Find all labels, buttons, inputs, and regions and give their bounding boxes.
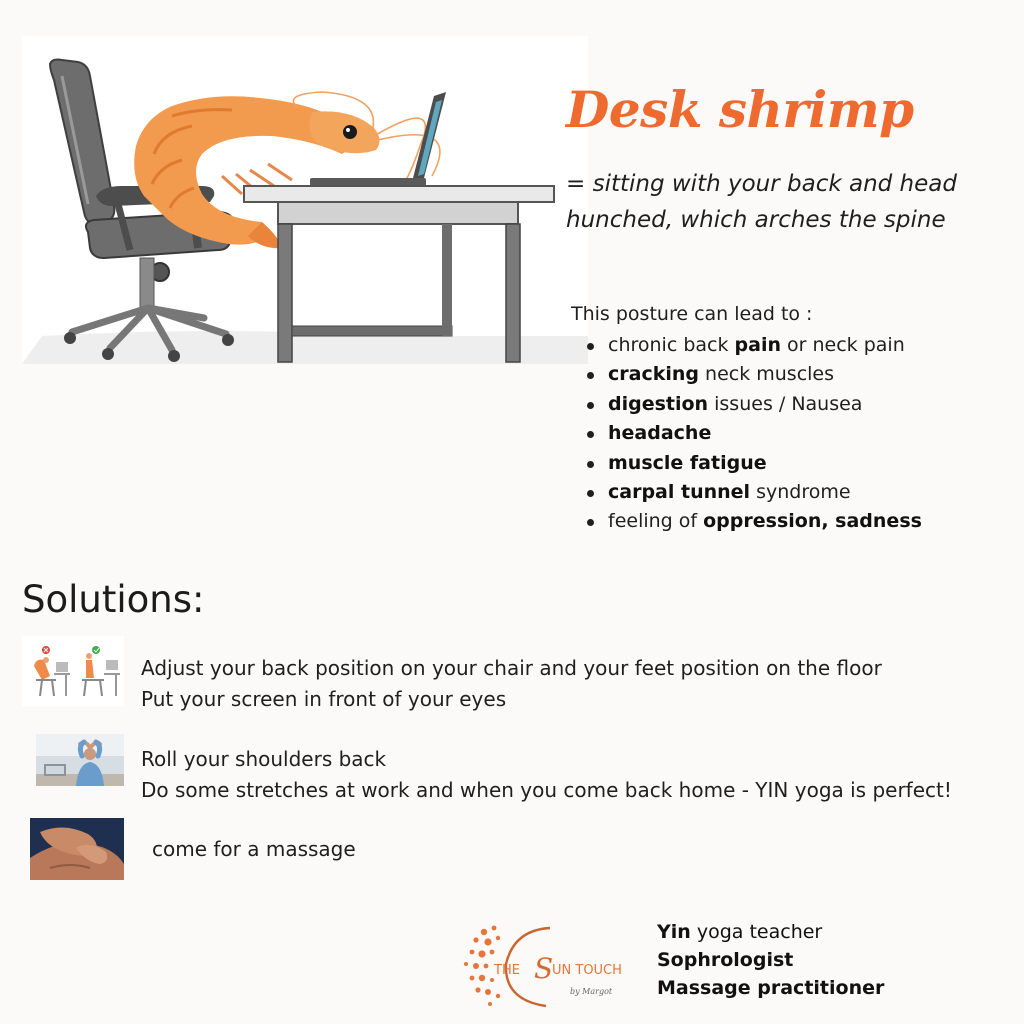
massage-image [30,818,124,880]
logo-by-text: by Margot [570,987,613,996]
page-title: Desk shrimp [566,80,914,139]
posture-intro: This posture can lead to : [571,303,813,325]
solution-item-adjust-posture: Adjust your back position on your chair and your feet position on the floor Put your screen in front of your eyes [141,656,882,711]
list-item: carpal tunnel syndrome [584,478,922,507]
logo-the-text: THE [494,963,520,978]
sun-touch-logo [458,920,654,1010]
definition-text: = sitting with your back and head hunched, which arches the spine [566,171,957,233]
list-item: digestion issues / Nausea [584,390,922,419]
desk-shrimp-illustration [22,36,588,364]
list-item: cracking neck muscles [584,360,922,389]
credential-massage: Massage practitioner [657,977,885,999]
solution-item-massage: come for a massage [152,837,356,861]
list-item: headache [584,419,922,448]
logo-s-letter: S [534,952,554,985]
list-item: feeling of oppression, sadness [584,507,922,536]
logo-sun-touch-text: UN TOUCH [552,963,622,978]
effects-list [584,331,922,537]
solutions-heading: Solutions: [22,578,205,621]
credential-sophrologist: Sophrologist [657,949,794,971]
credentials-block [657,918,884,1002]
list-item: chronic back pain or neck pain [584,331,922,360]
posture-comparison-image [22,636,124,706]
desk-stretch-image [36,734,124,786]
solution-item-stretches: Roll your shoulders back Do some stretches at work and when you come back home - YIN yoga is perfect! [141,747,952,802]
credential-yin-yoga: Yin yoga teacher [657,921,823,943]
list-item: muscle fatigue [584,449,922,478]
